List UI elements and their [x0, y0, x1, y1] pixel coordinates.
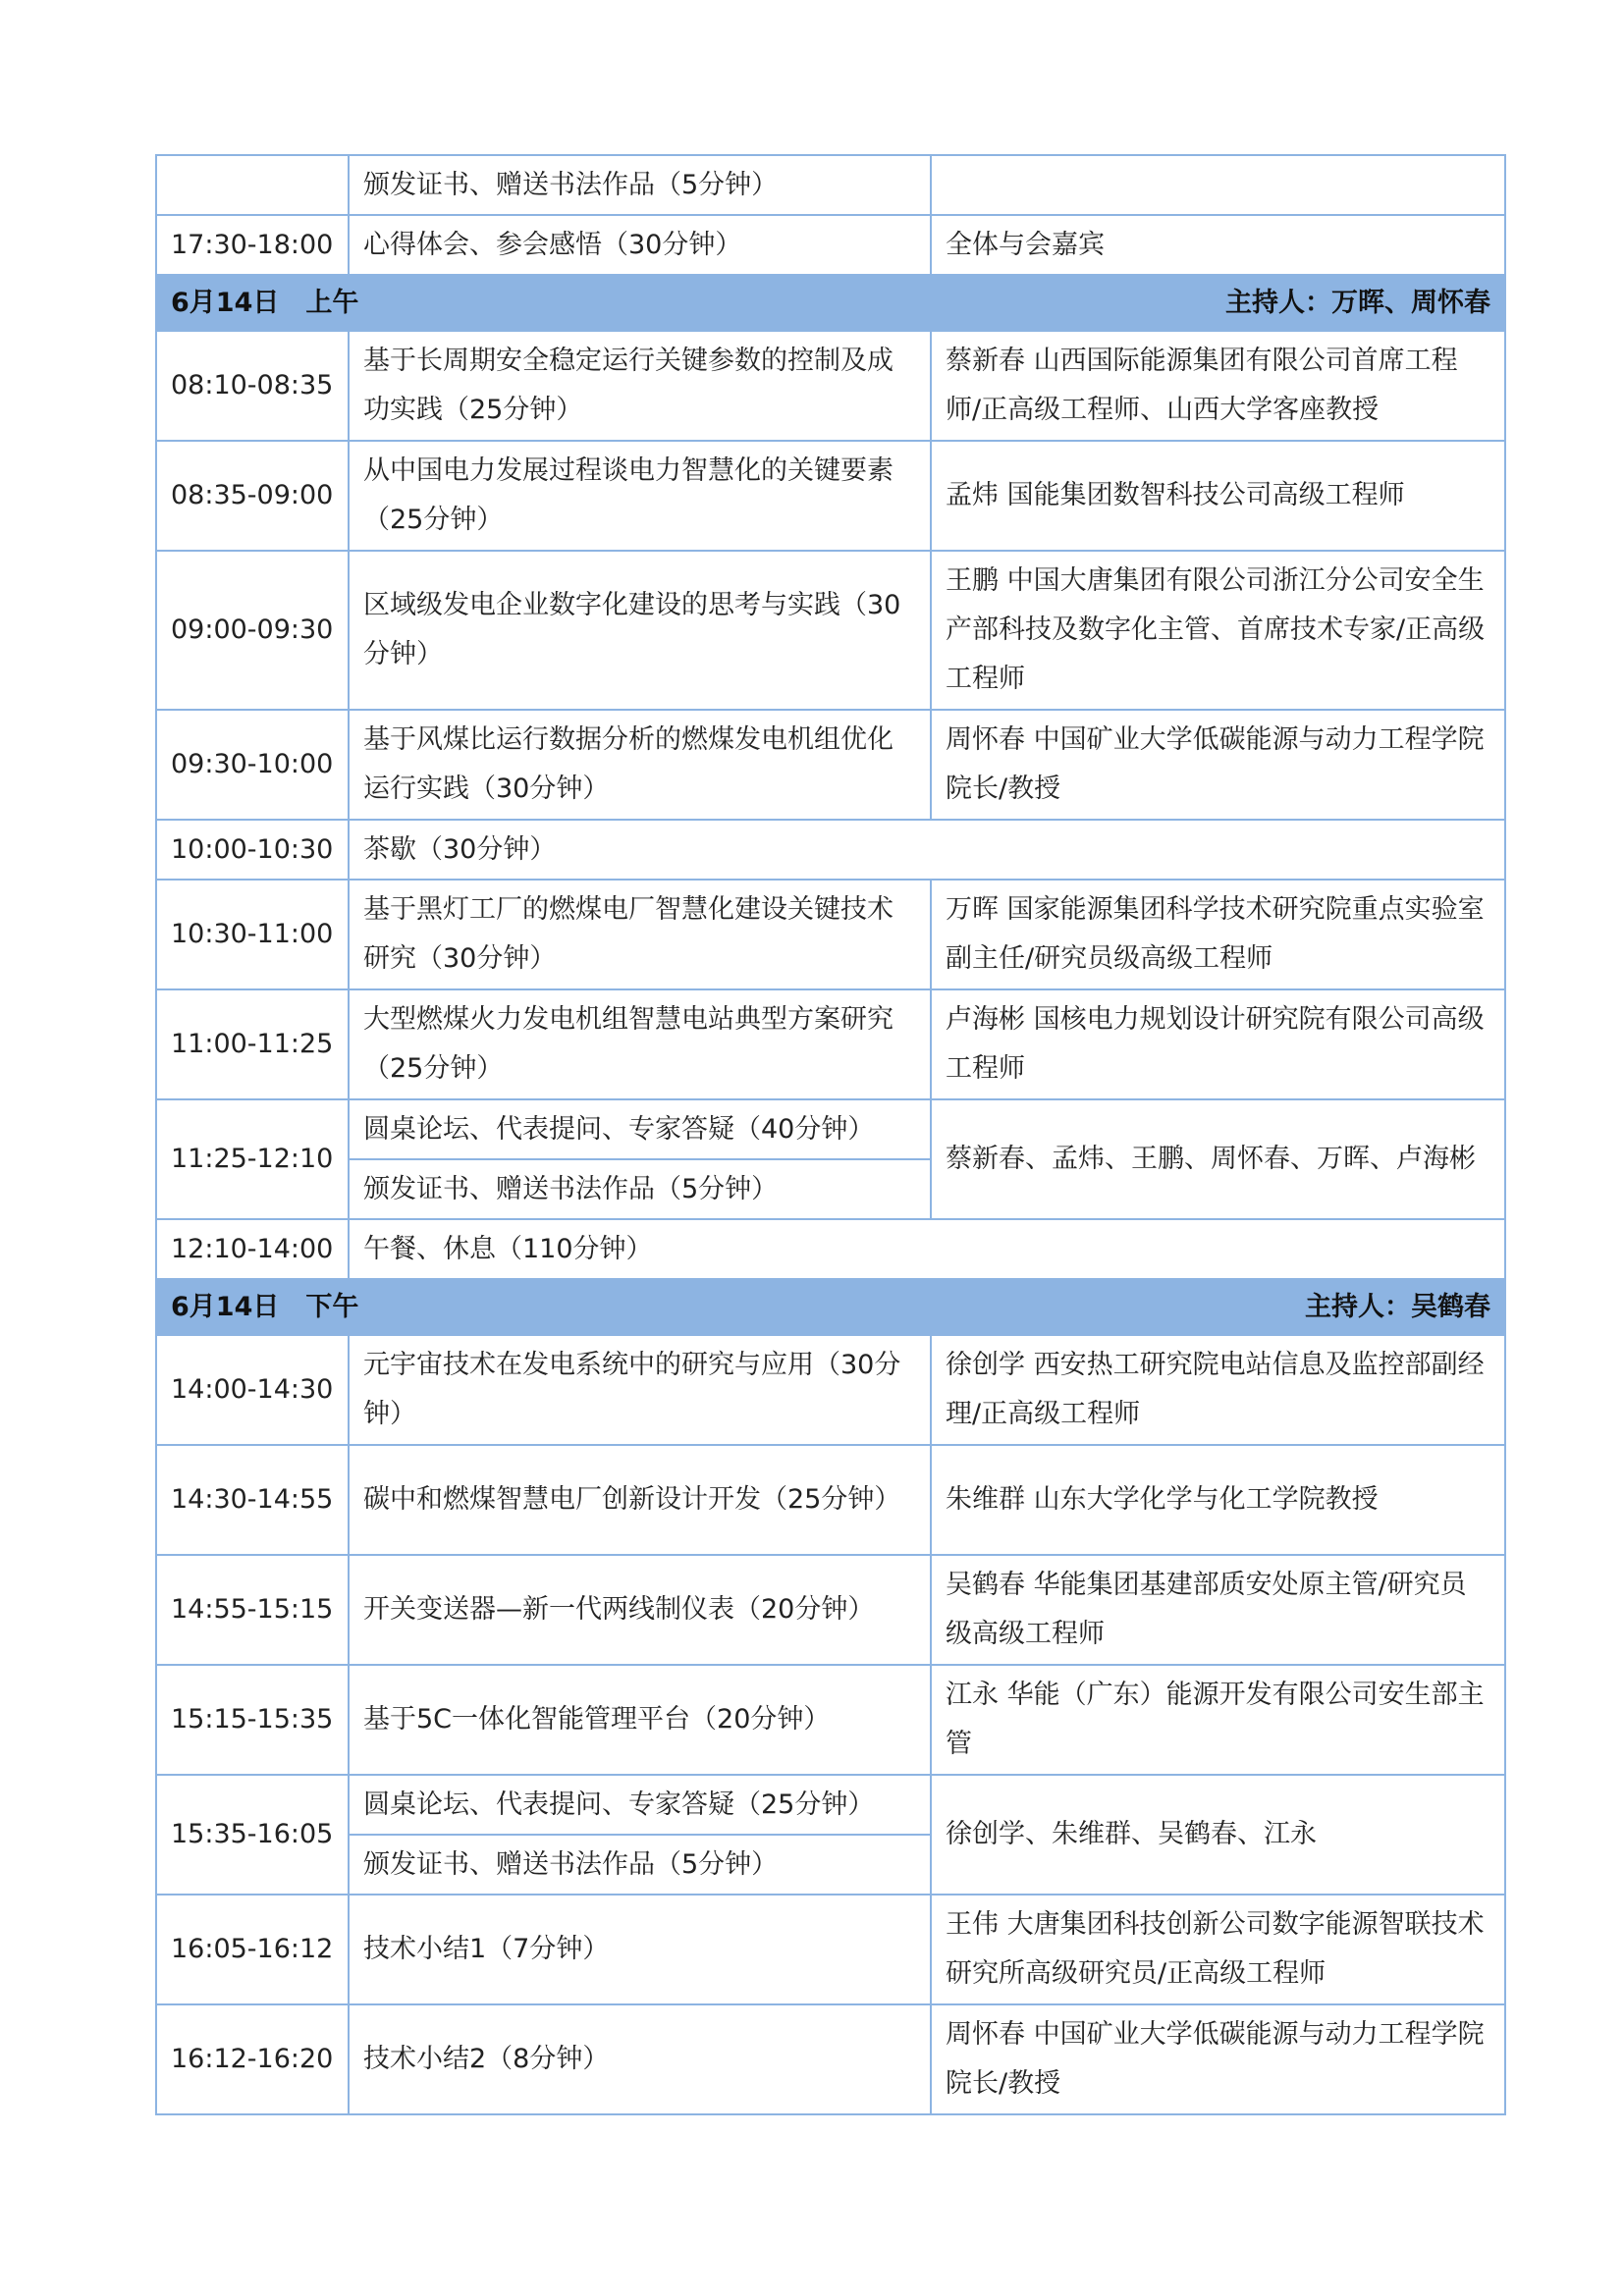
time-cell: 12:10-14:00: [156, 1219, 349, 1279]
topic-cell: 基于5C一体化智能管理平台（20分钟）: [349, 1665, 931, 1775]
table-row-forum: [156, 1099, 1505, 1159]
time-cell: [156, 155, 349, 215]
time-cell: 08:10-08:35: [156, 331, 349, 441]
time-cell: 14:55-15:15: [156, 1555, 349, 1665]
topic-cell: 技术小结2（8分钟）: [349, 2004, 931, 2114]
table-row: [156, 1555, 1505, 1665]
topic-cell: 颁发证书、赠送书法作品（5分钟）: [349, 1159, 931, 1219]
topic-cell: 颁发证书、赠送书法作品（5分钟）: [349, 1835, 931, 1895]
table-row: [156, 989, 1505, 1099]
speaker-cell: 周怀春 中国矿业大学低碳能源与动力工程学院院长/教授: [931, 2004, 1505, 2114]
table-row: [156, 880, 1505, 989]
section-host: 主持人：万晖、周怀春: [931, 275, 1505, 331]
table-row-forum: [156, 1775, 1505, 1835]
time-cell: 11:00-11:25: [156, 989, 349, 1099]
topic-cell: 午餐、休息（110分钟）: [349, 1219, 1505, 1279]
speaker-cell: 徐创学 西安热工研究院电站信息及监控部副经理/正高级工程师: [931, 1335, 1505, 1445]
table-row: [156, 1335, 1505, 1445]
speaker-cell: 江永 华能（广东）能源开发有限公司安生部主管: [931, 1665, 1505, 1775]
topic-cell: 元宇宙技术在发电系统中的研究与应用（30分钟）: [349, 1335, 931, 1445]
speaker-cell: 全体与会嘉宾: [931, 215, 1505, 275]
section-host: 主持人：吴鹤春: [931, 1279, 1505, 1335]
speaker-cell: 吴鹤春 华能集团基建部质安处原主管/研究员级高级工程师: [931, 1555, 1505, 1665]
topic-cell: 圆桌论坛、代表提问、专家答疑（40分钟）: [349, 1099, 931, 1159]
topic-cell: 区域级发电企业数字化建设的思考与实践（30分钟）: [349, 551, 931, 710]
time-cell: 16:12-16:20: [156, 2004, 349, 2114]
table-row: [156, 155, 1505, 215]
section-date: 6月14日 下午: [156, 1279, 931, 1335]
topic-cell: 大型燃煤火力发电机组智慧电站典型方案研究（25分钟）: [349, 989, 931, 1099]
table-row: [156, 1665, 1505, 1775]
topic-cell: 颁发证书、赠送书法作品（5分钟）: [349, 155, 931, 215]
time-cell: 15:15-15:35: [156, 1665, 349, 1775]
topic-cell: 从中国电力发展过程谈电力智慧化的关键要素（25分钟）: [349, 441, 931, 551]
table-row: [156, 2004, 1505, 2114]
time-cell: 14:30-14:55: [156, 1445, 349, 1555]
time-cell: 15:35-16:05: [156, 1775, 349, 1895]
topic-cell: 基于风煤比运行数据分析的燃煤发电机组优化运行实践（30分钟）: [349, 710, 931, 820]
table-row: [156, 215, 1505, 275]
time-cell: 17:30-18:00: [156, 215, 349, 275]
speaker-cell: 万晖 国家能源集团科学技术研究院重点实验室副主任/研究员级高级工程师: [931, 880, 1505, 989]
time-cell: 11:25-12:10: [156, 1099, 349, 1219]
speaker-cell: 朱维群 山东大学化学与化工学院教授: [931, 1445, 1505, 1555]
time-cell: 16:05-16:12: [156, 1895, 349, 2004]
time-cell: 09:30-10:00: [156, 710, 349, 820]
speaker-cell: 周怀春 中国矿业大学低碳能源与动力工程学院院长/教授: [931, 710, 1505, 820]
time-cell: 10:00-10:30: [156, 820, 349, 880]
speaker-cell: 孟炜 国能集团数智科技公司高级工程师: [931, 441, 1505, 551]
topic-cell: 茶歇（30分钟）: [349, 820, 1505, 880]
time-cell: 09:00-09:30: [156, 551, 349, 710]
table-row: [156, 441, 1505, 551]
speaker-cell: 徐创学、朱维群、吴鹤春、江永: [931, 1775, 1505, 1895]
section-header-morning: [156, 275, 1505, 331]
topic-cell: 基于黑灯工厂的燃煤电厂智慧化建设关键技术研究（30分钟）: [349, 880, 931, 989]
speaker-cell: 卢海彬 国核电力规划设计研究院有限公司高级工程师: [931, 989, 1505, 1099]
table-row: [156, 331, 1505, 441]
agenda-table: [155, 154, 1506, 2115]
topic-cell: 圆桌论坛、代表提问、专家答疑（25分钟）: [349, 1775, 931, 1835]
topic-cell: 开关变送器—新一代两线制仪表（20分钟）: [349, 1555, 931, 1665]
table-row: [156, 551, 1505, 710]
time-cell: 08:35-09:00: [156, 441, 349, 551]
topic-cell: 碳中和燃煤智慧电厂创新设计开发（25分钟）: [349, 1445, 931, 1555]
table-row: [156, 1445, 1505, 1555]
section-date: 6月14日 上午: [156, 275, 931, 331]
table-row-break: [156, 820, 1505, 880]
speaker-cell: 蔡新春 山西国际能源集团有限公司首席工程师/正高级工程师、山西大学客座教授: [931, 331, 1505, 441]
section-header-afternoon: [156, 1279, 1505, 1335]
table-row-break: [156, 1219, 1505, 1279]
speaker-cell: 蔡新春、孟炜、王鹏、周怀春、万晖、卢海彬: [931, 1099, 1505, 1219]
speaker-cell: 王伟 大唐集团科技创新公司数字能源智联技术研究所高级研究员/正高级工程师: [931, 1895, 1505, 2004]
time-cell: 14:00-14:30: [156, 1335, 349, 1445]
time-cell: 10:30-11:00: [156, 880, 349, 989]
topic-cell: 心得体会、参会感悟（30分钟）: [349, 215, 931, 275]
speaker-cell: 王鹏 中国大唐集团有限公司浙江分公司安全生产部科技及数字化主管、首席技术专家/正高级工程师: [931, 551, 1505, 710]
topic-cell: 基于长周期安全稳定运行关键参数的控制及成功实践（25分钟）: [349, 331, 931, 441]
table-row: [156, 710, 1505, 820]
speaker-cell: [931, 155, 1505, 215]
table-row: [156, 1895, 1505, 2004]
topic-cell: 技术小结1（7分钟）: [349, 1895, 931, 2004]
